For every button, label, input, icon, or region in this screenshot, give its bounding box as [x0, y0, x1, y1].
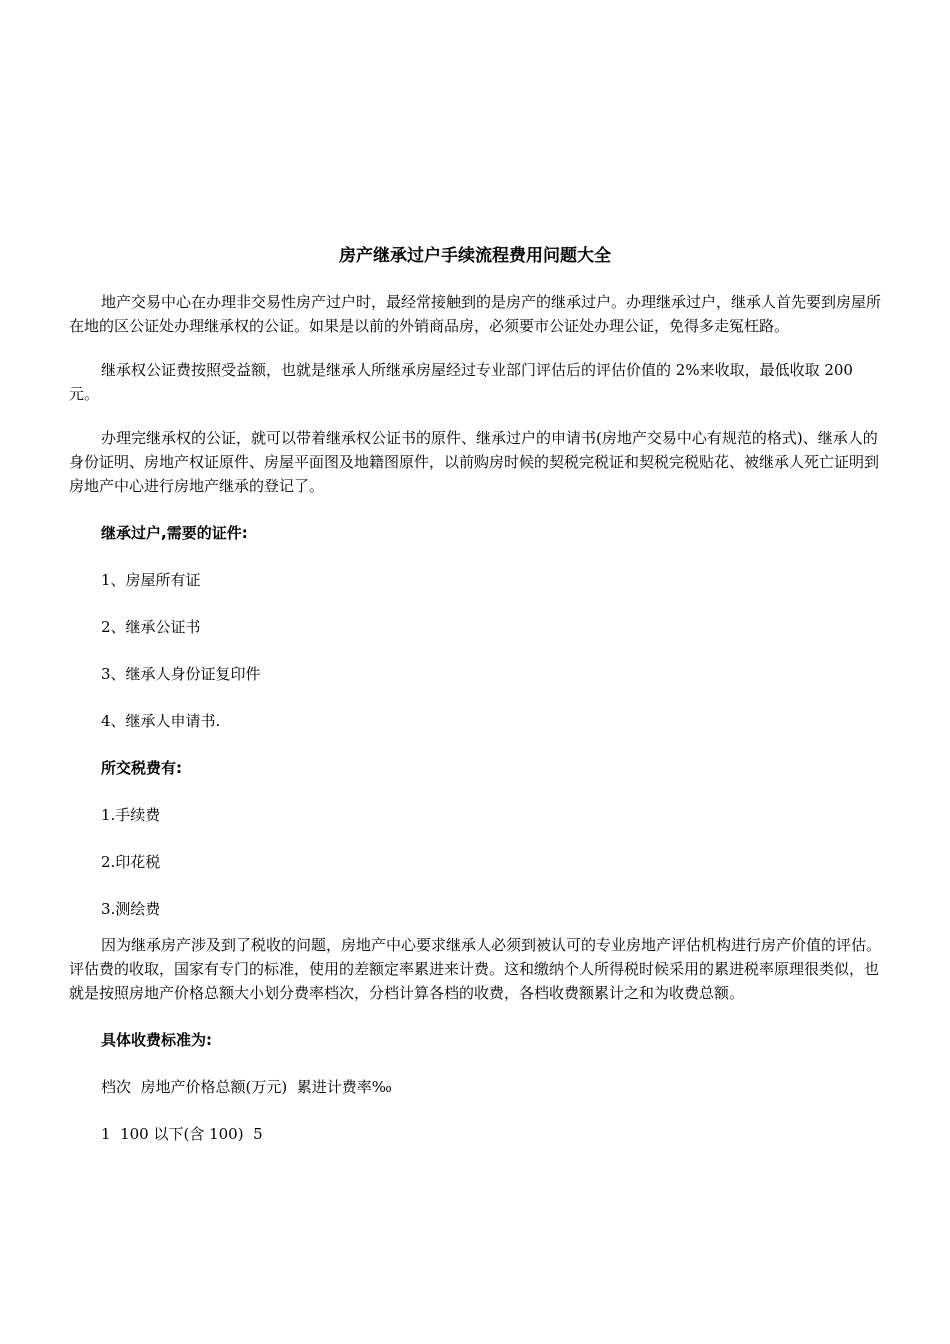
list-item: 1.手续费	[101, 806, 161, 824]
paragraph-evaluation: 因为继承房产涉及到了税收的问题，房地产中心要求继承人必须到被认可的专业房地产评估机构进行房产价值的评估。评估费的收取，国家有专门的标准，使用的差额定率累进来计费。这和缴纳个人所得税时候采用的累进税率原理很类似，也就是按照房地产价格总额大小划分费率档次，分档计算各档的收费，各档收费额累计之和为收费总额。	[69, 936, 882, 1002]
paragraph-registration: 办理完继承权的公证，就可以带着继承权公证书的原件、继承过户的申请书(房地产交易中心有规范的格式)、继承人的身份证明、房地产权证原件、房屋平面图及地籍图原件，以前购房时候的契税完税证和契税完税贴花、被继承人死亡证明到房地产中心进行房地产继承的登记了。	[69, 429, 880, 495]
paragraph-intro: 地产交易中心在办理非交易性房产过户时，最经常接触到的是房产的继承过户。办理继承过户，继承人首先要到房屋所在地的区公证处办理继承权的公证。如果是以前的外销商品房，必须要市公证处办理公证，免得多走冤枉路。	[69, 293, 882, 335]
taxes-heading: 所交税费有:	[101, 759, 182, 777]
documents-heading: 继承过户,需要的证件:	[101, 524, 248, 542]
list-item: 2.印花税	[101, 853, 161, 871]
list-item: 3、继承人身份证复印件	[101, 665, 261, 683]
fee-table-header: 档次 房地产价格总额(万元) 累进计费率‰	[101, 1078, 392, 1096]
document-title: 房产继承过户手续流程费用问题大全	[339, 246, 611, 266]
list-item: 4、继承人申请书.	[101, 712, 221, 730]
document-page	[69, 244, 881, 1169]
list-item: 1、房屋所有证	[101, 571, 201, 589]
list-item: 3.测绘费	[101, 900, 161, 918]
paragraph-notary-fee: 继承权公证费按照受益额，也就是继承人所继承房屋经过专业部门评估后的评估价值的 2%来收取，最低收取 200 元。	[69, 361, 853, 403]
fee-standard-heading: 具体收费标准为:	[101, 1031, 212, 1049]
list-item: 2、继承公证书	[101, 618, 201, 636]
fee-table-row: 1 100 以下(含 100) 5	[101, 1125, 263, 1143]
